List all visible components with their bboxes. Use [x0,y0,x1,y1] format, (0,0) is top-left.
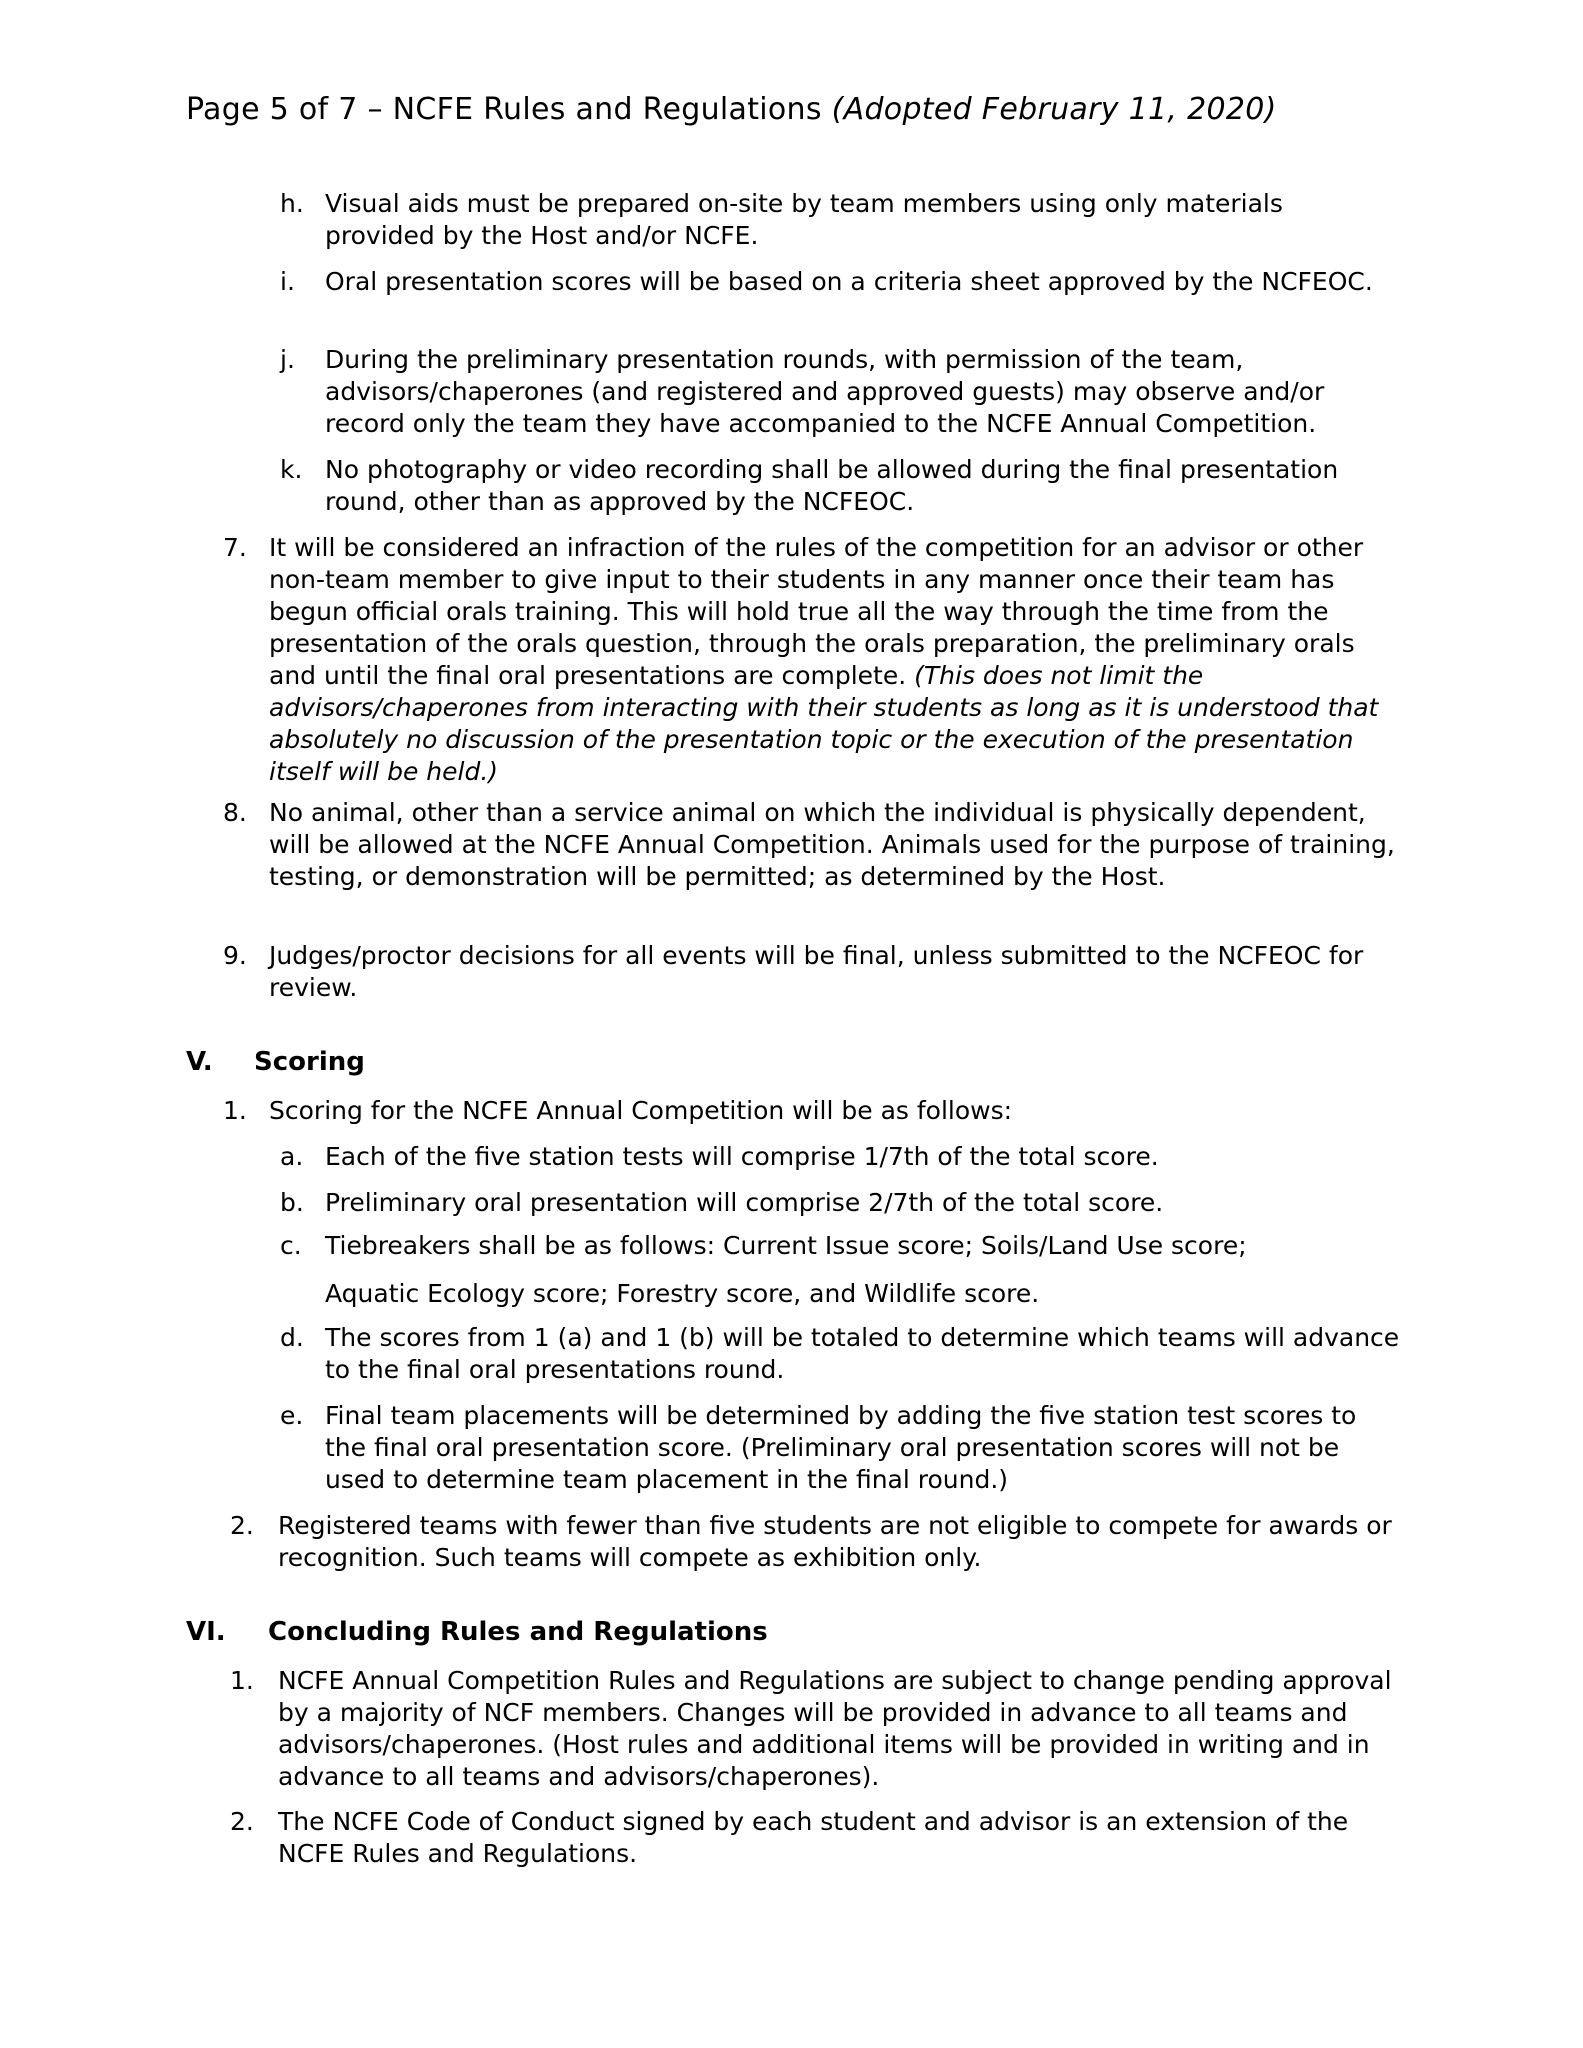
section-numeral: VI. [186,1617,226,1647]
list-item-marker: 9. [223,941,247,970]
scoring-sub-item-e [280,1400,1400,1496]
list-item-marker: 1. [223,1096,247,1125]
sub-item-i [280,266,1400,298]
list-item-9 [223,940,1398,1004]
scoring-sub-item-b [280,1187,1400,1219]
list-item-text: Judges/proctor decisions for all events will be final, unless submitted to the NCFEOC for review. [269,941,1364,1002]
sub-item-text-continued: Aquatic Ecology score; Forestry score, and Wildlife score. [325,1279,1040,1308]
section-numeral: V. [186,1047,213,1077]
sub-item-text: No photography or video recording shall be allowed during the final presentation round, other than as approved by the NCFEOC. [325,455,1339,516]
sub-item-text: During the preliminary presentation rounds, with permission of the team, advisors/chaperones (and registered and approved guests) may observe and/or record only the team they have accompanied to the NCFE Annual Competition. [325,345,1325,438]
page-header-text: Page 5 of 7 – NCFE Rules and Regulations [186,92,832,127]
list-item-text-regular: It will be considered an infraction of the rules of the competition for an advisor or other non-team member to give input to their students in any manner once their team has begun official orals training. This will hold true all the way through the time from the presentation of the orals question, through the orals preparation, the preliminary orals and until the final oral presentations are complete. [269,533,1364,690]
sub-item-marker: k. [280,455,303,484]
sub-item-marker: a. [280,1142,304,1171]
list-item-text-italic: (This does not limit the advisors/chaperones from interacting with their students as long as it is understood that absolutely no discussion of the presentation topic or the execution of the presentation itself will be held.) [269,661,1379,786]
sub-item-text: Visual aids must be prepared on-site by team members using only materials provided by the Host and/or NCFE. [325,189,1283,250]
list-item-marker: 7. [223,533,247,562]
list-item-text [269,532,1398,788]
list-item-text: NCFE Annual Competition Rules and Regulations are subject to change pending approval by a majority of NCF members. Changes will be provided in advance to all teams and advisors/chaperones. (Host rules and additional items will be provided in writing and in advance to all teams and advisors/chaperones). [278,1666,1392,1791]
sub-item-j [280,344,1400,440]
scoring-sub-item-d [280,1322,1400,1386]
sub-item-text: Tiebreakers shall be as follows: Current Issue score; Soils/Land Use score; [325,1231,1247,1260]
sub-item-marker: h. [280,189,304,218]
sub-item-marker: d. [280,1323,304,1352]
section-heading-concluding [186,1617,768,1647]
scoring-item-1 [223,1095,1398,1127]
page-header [186,92,1277,127]
section-heading-scoring [186,1047,365,1077]
sub-item-h [280,188,1400,252]
sub-item-k [280,454,1400,518]
sub-item-text: Each of the five station tests will comprise 1/7th of the total score. [325,1142,1159,1171]
page-header-adopted-date: (Adopted February 11, 2020) [831,92,1277,127]
sub-item-text: Final team placements will be determined by adding the five station test scores to the final oral presentation score. (Preliminary oral presentation scores will not be used to determine team placement in the final round.) [325,1401,1357,1494]
list-item-text: Registered teams with fewer than five students are not eligible to compete for awards or recognition. Such teams will compete as exhibition only. [278,1511,1392,1572]
list-item-text: The NCFE Code of Conduct signed by each student and advisor is an extension of the NCFE Rules and Regulations. [278,1807,1349,1868]
sub-item-text: Oral presentation scores will be based on a criteria sheet approved by the NCFEOC. [325,267,1373,296]
scoring-sub-item-c [280,1230,1400,1310]
list-item-marker: 2. [230,1807,254,1836]
sub-item-text: Preliminary oral presentation will comprise 2/7th of the total score. [325,1188,1164,1217]
concluding-item-2 [230,1806,1400,1870]
scoring-sub-item-a [280,1141,1400,1173]
list-item-marker: 2. [230,1511,254,1540]
list-item-7 [223,532,1398,788]
list-item-marker: 1. [230,1666,254,1695]
sub-item-marker: c. [280,1231,302,1260]
concluding-item-1 [230,1665,1400,1793]
list-item-8 [223,797,1398,893]
section-title: Concluding Rules and Regulations [268,1617,768,1647]
sub-item-marker: e. [280,1401,304,1430]
sub-item-text: The scores from 1 (a) and 1 (b) will be totaled to determine which teams will advance to the final oral presentations round. [325,1323,1400,1384]
list-item-text: No animal, other than a service animal on which the individual is physically dependent, will be allowed at the NCFE Annual Competition. Animals used for the purpose of training, testing, or demonstration will be permitted; as determined by the Host. [269,798,1395,891]
scoring-item-2 [230,1510,1400,1574]
list-item-marker: 8. [223,798,247,827]
list-item-text: Scoring for the NCFE Annual Competition will be as follows: [269,1096,1013,1125]
section-title: Scoring [254,1047,365,1077]
sub-item-marker: j. [280,345,295,374]
sub-item-marker: b. [280,1188,304,1217]
sub-item-marker: i. [280,267,295,296]
